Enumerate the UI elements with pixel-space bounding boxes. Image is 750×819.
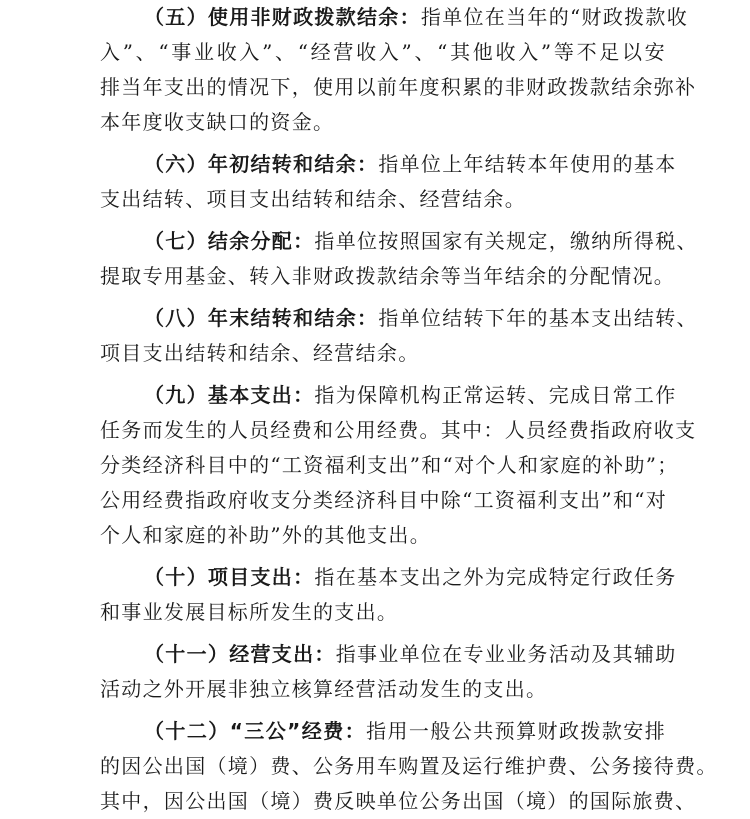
line-text: 指事业单位在专业业务活动及其辅助 <box>335 642 677 666</box>
text-line <box>100 749 718 784</box>
line-text: 排当年支出的情况下，使用以前年度积累的非财政拨款结余弥补 <box>100 75 697 99</box>
line-text: 分类经济科目中的“工资福利支出”和“对个人和家庭的补助”； <box>100 453 679 477</box>
text-line <box>100 448 679 483</box>
section-heading: （十二）“三公”经费： <box>144 719 367 743</box>
text-line <box>100 714 666 749</box>
paragraph-p7 <box>100 224 698 294</box>
text-line <box>100 301 698 336</box>
section-heading: （十一）经营支出： <box>144 642 336 666</box>
section-heading: （五）使用非财政拨款结余： <box>144 5 421 29</box>
line-text: 指在基本支出之外为完成特定行政任务 <box>314 565 677 589</box>
text-line <box>100 595 666 630</box>
text-line <box>100 560 677 595</box>
section-heading: （七）结余分配： <box>144 229 315 253</box>
paragraph-p6 <box>100 147 677 217</box>
text-line <box>100 224 698 259</box>
paragraph-gap <box>100 707 666 714</box>
text-line <box>100 378 677 413</box>
text-line <box>100 147 677 182</box>
text-line <box>100 784 697 819</box>
text-line <box>100 0 689 35</box>
line-text: 本年度收支缺口的资金。 <box>100 110 335 134</box>
line-text: 指用一般公共预算财政拨款安排 <box>366 719 666 743</box>
line-text: 支出结转、项目支出结转和结余、经营结余。 <box>100 187 526 211</box>
paragraph-gap <box>100 294 666 301</box>
line-text: 的因公出国（境）费、公务用车购置及运行维护费、公务接待费。 <box>100 754 718 778</box>
text-line <box>100 336 666 371</box>
line-text: 其中，因公出国（境）费反映单位公务出国（境）的国际旅费、 <box>100 789 697 813</box>
line-text: 公用经费指政府收支分类经济科目中除“工资福利支出”和“对 <box>100 488 668 512</box>
line-text: 个人和家庭的补助”外的其他支出。 <box>100 523 432 547</box>
paragraph-p11 <box>100 637 677 707</box>
paragraph-p12 <box>100 714 718 819</box>
paragraph-gap <box>100 630 666 637</box>
section-heading: （九）基本支出： <box>144 383 315 407</box>
line-text: 指单位在当年的“财政拨款收 <box>420 5 689 29</box>
text-line <box>100 105 666 140</box>
line-text: 活动之外开展非独立核算经营活动发生的支出。 <box>100 677 548 701</box>
text-line <box>100 182 666 217</box>
line-text: 指单位上年结转本年使用的基本 <box>378 152 677 176</box>
paragraph-gap <box>100 140 666 147</box>
document-page <box>100 0 718 819</box>
text-line <box>100 637 677 672</box>
text-line <box>100 518 666 553</box>
line-text: 任务而发生的人员经费和公用经费。其中：人员经费指政府收支 <box>100 418 697 442</box>
paragraph-p9 <box>100 378 697 553</box>
section-heading: （十）项目支出： <box>144 565 315 589</box>
line-text: 指为保障机构正常运转、完成日常工作 <box>314 383 677 407</box>
paragraph-gap <box>100 217 666 224</box>
line-text: 提取专用基金、转入非财政拨款结余等当年结余的分配情况。 <box>100 264 676 288</box>
paragraph-p10 <box>100 560 677 630</box>
text-line <box>100 259 676 294</box>
text-line <box>100 70 697 105</box>
line-text: 项目支出结转和结余、经营结余。 <box>100 341 420 365</box>
section-heading: （六）年初结转和结余： <box>144 152 379 176</box>
line-text: 指单位结转下年的基本支出结转、 <box>378 306 698 330</box>
text-line <box>100 35 666 70</box>
text-line <box>100 413 697 448</box>
text-line <box>100 672 666 707</box>
paragraph-p5 <box>100 0 697 140</box>
paragraph-gap <box>100 553 666 560</box>
line-text: 指单位按照国家有关规定，缴纳所得税、 <box>314 229 698 253</box>
line-text: 入”、“事业收入”、“经营收入”、“其他收入”等不足以安 <box>100 40 666 64</box>
paragraph-p8 <box>100 301 698 371</box>
line-text: 和事业发展目标所发生的支出。 <box>100 600 399 624</box>
section-heading: （八）年末结转和结余： <box>144 306 379 330</box>
text-line <box>100 483 666 518</box>
paragraph-gap <box>100 371 666 378</box>
